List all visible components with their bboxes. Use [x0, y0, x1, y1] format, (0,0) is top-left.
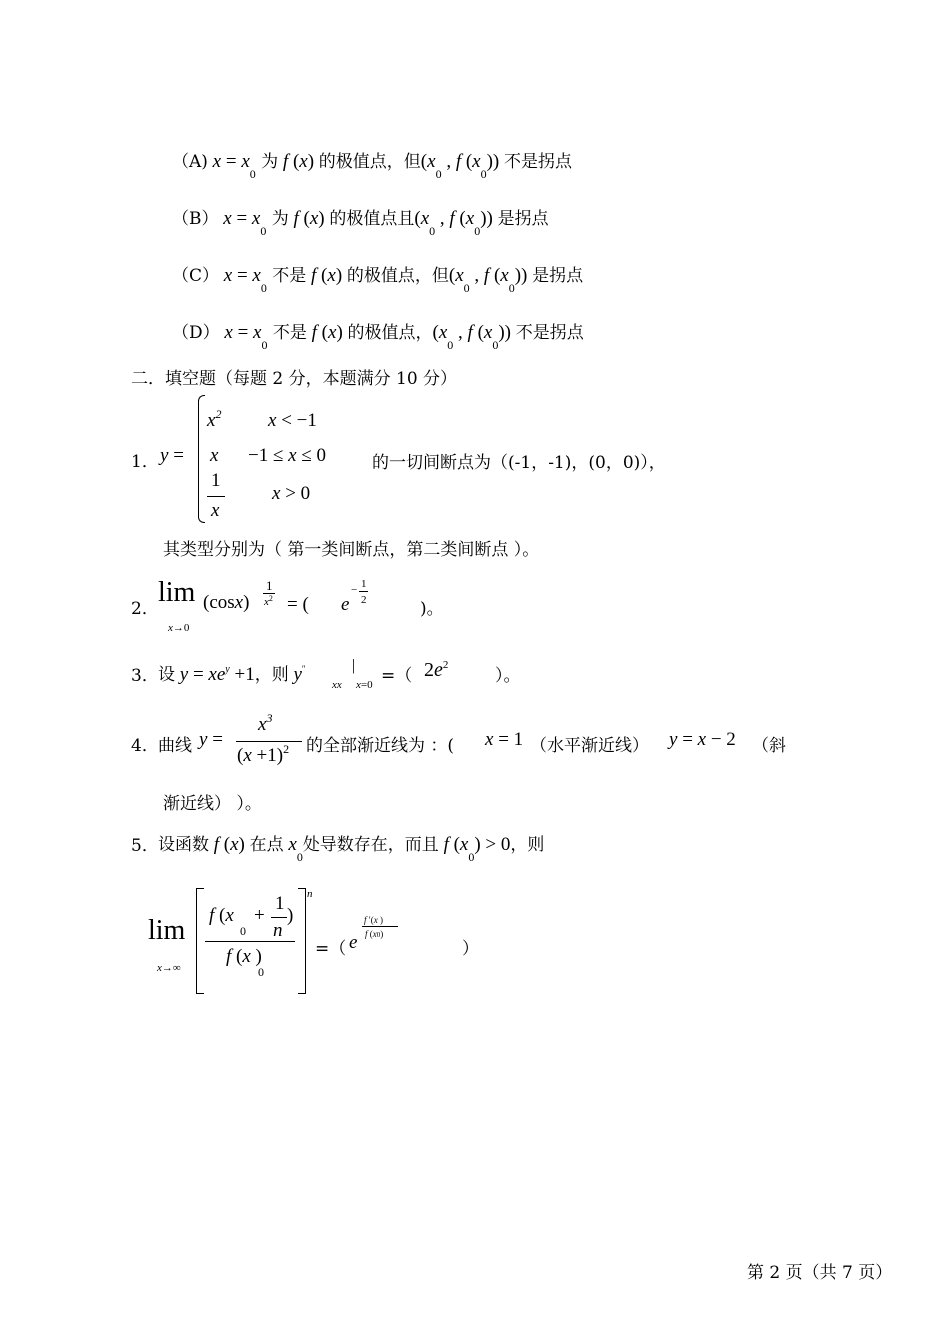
q4-numerator: $x^3$ — [258, 711, 273, 735]
q3-sub-xx: xx — [332, 679, 342, 691]
q3-eq: =（ — [381, 666, 413, 686]
option-d-text1: 不是 — [272, 323, 307, 343]
q5-answer-exp-line — [362, 926, 398, 927]
q4-denominator: $(x +1)^2$ — [237, 742, 290, 766]
q2-lim: lim — [158, 577, 196, 608]
piece3-fracline — [207, 496, 225, 497]
piece3-num: 1 — [211, 470, 221, 491]
q2-base: (cosx) — [203, 592, 250, 613]
q4-prefix: 曲线 — [158, 736, 192, 756]
option-b-text1: 为 — [271, 209, 289, 229]
q5-close: ） — [462, 939, 479, 959]
q1-answer: 的一切间断点为（(-1，-1)，(0，0)）， — [372, 453, 666, 473]
q2-exp-num: 1 — [266, 578, 273, 593]
option-a: （A) $x = x_0$ 为 f (x) 的极值点，但($x_0$ , f $(x_0)$) 不是拐点 — [172, 151, 573, 181]
q4-horiz-label: （水平渐近线） — [530, 736, 649, 756]
q3-evalbar: | — [352, 657, 356, 674]
q1-number: 1． — [131, 452, 159, 472]
q4-horiz-eq: x = 1 — [485, 729, 524, 750]
q5-num-f: f (x — [209, 905, 234, 926]
q5-answer-exp-num: f ′(x ) — [364, 915, 383, 925]
q4-y-equals: y = — [199, 729, 223, 750]
q3-statement: 设 $y = xe^y +1$，则 y″ — [158, 664, 306, 685]
q5-t2: 处导数存在，而且 — [302, 835, 439, 855]
q2-lim-sub: x→0 — [168, 622, 190, 634]
option-d: （D） $x = x_0$ 不是 f (x) 的极值点，($x_0$ , f $(x_0)$) 不是拐点 — [172, 322, 584, 352]
q2-exp-den: $x^2$ — [264, 594, 273, 608]
option-c-text1: 不是 — [272, 266, 307, 286]
q5-inner-num: 1 — [275, 893, 285, 914]
q5-num-plus: + — [254, 905, 265, 926]
q5-t1: 在点 — [249, 835, 284, 855]
q4-oblique-eq: y = x − 2 — [669, 729, 736, 750]
option-d-text2: 的极值点， — [347, 323, 433, 343]
q1-types: 其类型分别为（ 第一类间断点，第二类间断点 ）。 — [163, 540, 540, 560]
q5-answer-exp-den: f (x0) — [365, 929, 384, 939]
q3-sub-x0: x=0 — [356, 679, 373, 691]
q5-den-sub0: 0 — [258, 965, 264, 979]
q2-answer-den: 2 — [361, 594, 367, 606]
q4-cont: 渐近线） ）。 — [163, 794, 262, 814]
q5-inner-line — [271, 917, 287, 918]
q2-number: 2． — [131, 599, 159, 619]
page-footer: 第 2 页（共 7 页） — [747, 1263, 893, 1283]
option-c-label: （C） — [172, 266, 220, 286]
piece1-expr: $x^2$ — [207, 407, 222, 431]
option-a-label: （A) — [172, 152, 208, 172]
option-c-text3: 是拐点 — [532, 266, 584, 286]
option-a-text1: 为 — [261, 152, 279, 172]
q5-statement: 设函数 f (x) 在点 $x_0$处导数存在，而且 f $(x_0) > 0$，则 — [158, 834, 545, 864]
q5-bracket-left — [196, 888, 204, 994]
piecewise-brace — [198, 395, 205, 523]
piece3-cond: x > 0 — [272, 483, 311, 504]
option-b-text3: 是拐点 — [497, 209, 549, 229]
q5-t3: ，则 — [510, 835, 545, 855]
piece2-cond: −1 ≤ x ≤ 0 — [248, 445, 327, 466]
option-a-text3: 不是拐点 — [504, 152, 573, 172]
q5-main-fracline — [205, 941, 295, 942]
q5-prefix: 设函数 — [158, 835, 209, 855]
q2-close: )。 — [420, 599, 444, 619]
option-a-text2: 的极值点，但 — [318, 152, 421, 172]
q3-prefix: 设 — [158, 665, 175, 685]
option-b-label: （B） — [172, 209, 219, 229]
q5-lim-sub: x→∞ — [157, 962, 181, 974]
q3-mid: ，则 — [254, 665, 289, 685]
q4-number: 4． — [131, 736, 159, 756]
q4-fracline — [236, 741, 302, 742]
option-b: （B） $x = x_0$ 为 f (x) 的极值点且($x_0$ , f $(x_0)$) 是拐点 — [172, 208, 549, 238]
option-b-text2: 的极值点且 — [329, 209, 415, 229]
piece1-cond: x < −1 — [268, 410, 317, 431]
piece3-den: x — [211, 500, 220, 521]
q5-power-n: n — [307, 888, 313, 900]
q5-lim: lim — [148, 915, 186, 946]
option-d-label: （D） — [172, 323, 220, 343]
q3-close: ）。 — [495, 666, 521, 686]
q5-bracket-right — [298, 888, 306, 994]
option-c: （C） $x = x_0$ 不是 f (x) 的极值点，但($x_0$ , f $(x_0)$) 是拐点 — [172, 265, 584, 295]
q3-number: 3． — [131, 666, 159, 686]
q4-oblique-label: （斜 — [752, 736, 786, 756]
q2-answer-e: e — [341, 594, 350, 615]
option-c-text2: 的极值点，但 — [346, 266, 449, 286]
q4-text: 的全部渐近线为 ：( — [306, 736, 455, 756]
q2-eq: = ( — [287, 594, 309, 615]
q5-eq: =（ — [315, 939, 347, 959]
q5-number: 5． — [131, 836, 159, 856]
q5-den-f: f (x ) — [226, 946, 262, 967]
q5-num-sub0: 0 — [240, 924, 246, 938]
q5-inner-den: n — [273, 920, 283, 941]
piece2-expr: x — [210, 445, 219, 466]
section-heading: 二．填空题（每题 2 分，本题满分 10 分） — [131, 369, 458, 389]
q5-num-close: ) — [287, 905, 294, 926]
q2-answer-line — [359, 591, 368, 592]
q2-answer-num: 1 — [361, 578, 367, 590]
q5-answer-e: e — [349, 932, 358, 953]
option-d-text3: 不是拐点 — [515, 323, 584, 343]
q1-y-equals: y = — [160, 445, 184, 466]
q3-answer: $2e^2$ — [424, 659, 449, 681]
q2-answer-minus: − — [351, 584, 358, 596]
